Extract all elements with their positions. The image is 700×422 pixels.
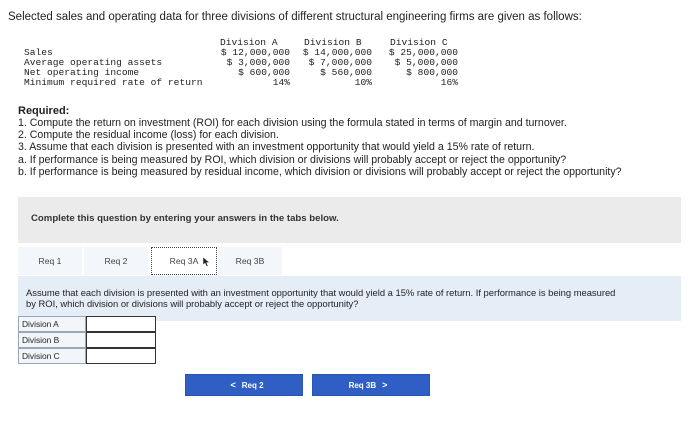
chevron-right-icon: > — [382, 380, 388, 390]
required-item: 1. Compute the return on investment (ROI) for each division using the formula stated in terms of margin and turnover. — [18, 117, 567, 129]
cell-value: $ 3,000,000 — [226, 57, 290, 68]
row-label: Net operating income — [24, 67, 140, 78]
question-panel — [18, 276, 681, 321]
instructions-banner — [18, 197, 681, 243]
row-label: Minimum required rate of return — [24, 77, 203, 88]
required-item: 2. Compute the residual income (loss) for each division. — [18, 129, 279, 142]
answer-row-division-b — [18, 332, 156, 348]
header-division-a: Division A — [220, 37, 278, 48]
answer-row-division-c — [18, 348, 156, 364]
cell-value: 14% — [272, 77, 290, 88]
data-row-min-return — [24, 77, 458, 88]
cell-value: $ 12,000,000 — [220, 47, 290, 58]
cell-value: $ 7,000,000 — [308, 57, 372, 68]
tab-req-3b[interactable] — [218, 247, 282, 275]
previous-req-button[interactable] — [185, 374, 303, 396]
header-division-b: Division B — [304, 37, 362, 48]
required-list — [18, 117, 622, 178]
tab-req-3a[interactable] — [151, 247, 217, 275]
sales-data-table — [24, 37, 458, 88]
cell-value: $ 25,000,000 — [388, 47, 458, 58]
required-item: a. If performance is being measured by ROI, which division or divisions will probably accept or reject the opportunity? — [18, 153, 567, 166]
answer-row-division-a — [18, 316, 156, 332]
answer-table — [18, 316, 156, 364]
instructions-text: Complete this question by entering your answers in the tabs below. — [31, 213, 339, 224]
tab-req-1[interactable] — [18, 247, 82, 275]
mouse-cursor-icon — [203, 257, 211, 267]
previous-req-label: Req 2 — [241, 380, 264, 390]
cell-value: $ 14,000,000 — [302, 47, 372, 58]
division-b-answer-field[interactable] — [86, 332, 156, 348]
chevron-left-icon: < — [230, 380, 236, 390]
required-item: b. If performance is being measured by residual income, which division or divisions will probably accept or reject the opportunity? — [18, 165, 622, 178]
cell-value: $ 800,000 — [406, 67, 458, 78]
question-text: Assume that each division is presented with an investment opportunity that would yield a 15% rate of return. If performance is being measured by ROI, which division or divisions will probably accept or reject the opportunity? — [26, 287, 616, 309]
cell-value: $ 560,000 — [320, 67, 372, 78]
cell-value: $ 5,000,000 — [394, 57, 458, 68]
row-label: Sales — [24, 47, 53, 58]
header-division-c: Division C — [390, 37, 448, 48]
division-a-answer-field[interactable] — [86, 316, 156, 332]
required-item: 3. Assume that each division is presented with an investment opportunity that would yield a 15% rate of return. — [18, 141, 535, 154]
cell-value: $ 600,000 — [238, 67, 290, 78]
division-c-answer-field[interactable] — [86, 348, 156, 364]
tab-bar — [18, 247, 681, 275]
cell-value: 10% — [354, 77, 372, 88]
tab-label: Req 3B — [235, 256, 265, 266]
intro-text: Selected sales and operating data for three divisions of different structural engineering firms are given as follows: — [8, 11, 582, 23]
tab-label: Req 2 — [104, 256, 128, 266]
row-label: Average operating assets — [24, 57, 163, 68]
required-heading: Required: — [18, 105, 70, 117]
tab-req-2[interactable] — [84, 247, 148, 275]
next-req-label: Req 3B — [348, 380, 377, 390]
tab-label: Req 1 — [38, 256, 62, 266]
next-req-button[interactable] — [312, 374, 430, 396]
tab-label: Req 3A — [169, 256, 199, 266]
answer-label: Division B — [18, 332, 86, 348]
answer-label: Division A — [18, 316, 86, 332]
answer-label: Division C — [18, 348, 86, 364]
cell-value: 16% — [440, 77, 458, 88]
